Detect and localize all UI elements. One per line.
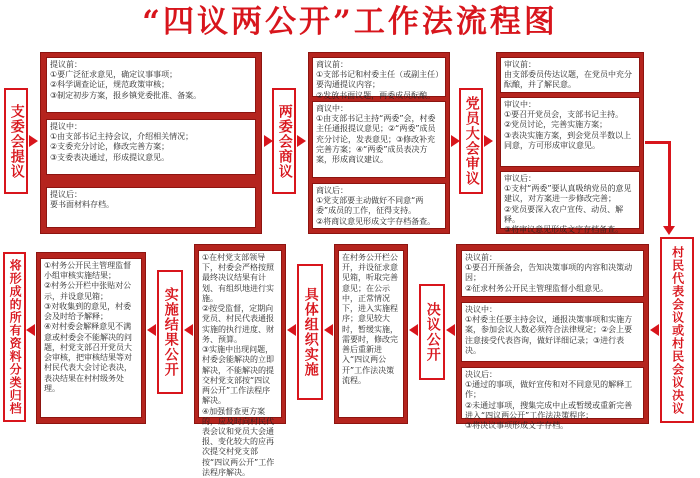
stage-label: 将形成的所有资料分类归档 — [8, 259, 23, 415]
stage-branch-proposal — [4, 88, 28, 194]
arrow-left-icon — [287, 324, 296, 336]
stage-label: 实施结果公开 — [162, 287, 179, 377]
results-public-box: ①村务公开民主管理监督小组审核实施结果； ②村务公开栏中张贴对公示，并设意见箱； ③对收集到的意见，村委会及时给予解释； ④对村委会解释意见不满意或村委会不能解决的问题，村党支部召开党员大会审核，把审核结果等对村民代表大会讨论表决，表决结果在村村级务处理。 — [40, 258, 142, 418]
stage-results-public — [157, 270, 183, 394]
proposal-during-box: 提议中： ①由支部书记主持会议，介绍相关情况； ②支委充分讨论，修改完善方案； ③支委表决通过，形成提议意见。 — [46, 119, 256, 175]
proposal-after-box: 提议后： 要书面材料存档。 — [46, 187, 256, 228]
review-before-box: 审议前： 由支部委员传达议题，在党员中充分酝酿，并了解民意。 — [500, 57, 640, 93]
stage-implementation — [297, 264, 323, 400]
stage-label: 具体组织实施 — [302, 287, 319, 377]
arrow-left-icon — [184, 324, 193, 336]
stage-label: 决议公开 — [424, 302, 441, 362]
stage-villagers-resolution — [660, 237, 694, 423]
resolution-after-box: 决议后： ①通过的事项，做好宣传和对不同意见的解释工作； ②未通过事项，搜集完成中止或暂缓或重新完善进入“四议两公开”工作法决策程序； ③将决议事项形成文字存档。 — [461, 367, 644, 419]
arrow-left-icon — [324, 324, 333, 336]
implementation-box: ①在村党支部领导下，村委会严格按照最终决议结果有计划、有组织地进行实施。 ②按受监督，定期向党员、村民代表通报实施的执行进度、财务、预算。 ③实施中出现问题，村委会能解决的立即解决，不能解决的提交村党支部按“四议两公开”工作法程序解决。 ④加强督查更方案的，应及时向村民代表会议和党员大会通报、变化较大的应再次提交村党支部按“四议两公开”工作法程序解决。 — [198, 250, 282, 418]
arrow-right-icon — [484, 135, 493, 147]
resolution-before-box: 决议前： ①要召开预备会，告知决策事项的内容和决策动因； ②征求村务公开民主管理监督小组意见。 — [461, 250, 644, 297]
stage-archive — [3, 252, 26, 422]
stage-label: 两委会商议 — [276, 103, 293, 179]
arrow-left-icon — [147, 324, 156, 336]
connector-line — [668, 141, 671, 227]
stage-resolution-public — [419, 284, 445, 380]
arrow-down-icon — [663, 226, 675, 235]
arrow-right-icon — [29, 135, 38, 147]
arrow-left-icon — [409, 324, 418, 336]
stage-label: 村民代表会议或村民会议决议 — [670, 245, 685, 415]
stage-party-review — [459, 88, 483, 194]
page-title: “四议两公开”工作法流程图 — [142, 4, 558, 40]
proposal-before-box: 提议前： ①要广泛征求意见，确定议事事项； ②科学调查论证，规范政策审核； ③制定初步方案，报乡镇党委批准、备案。 — [46, 57, 256, 113]
stage-label: 支委会提议 — [8, 103, 25, 179]
arrow-left-icon — [26, 324, 35, 336]
arrow-left-icon — [446, 324, 455, 336]
discussion-before-box: 商议前： ①支部书记和村委主任（或副主任）要沟通提议内容； ②发放书面议题，两委成员酝酿。 — [312, 57, 446, 97]
review-after-box: 审议后： ①支村“两委”要认真吸纳党员的意见建议，对方案进一步修改完善； ②党员要深入农户宣传、动员、解释。 ③将审议意见形成文字存档备查。 — [500, 171, 640, 229]
discussion-during-box: 商议中： ①由支部书记主持“两委”会，村委主任通报提议意见；②“两委”成员充分讨论，发表意见；③修改补充完善方案；④“两委”成员表决方案，形成商议建议。 — [312, 101, 446, 178]
resolution-during-box: 决议中： ①村委主任要主持会议，通报决策事项和实施方案，参加会议人数必须符合法律规定；②会上要注意接受代表咨询，做好详细记录；③进行表决。 — [461, 302, 644, 362]
stage-committees-discussion — [272, 88, 296, 194]
arrow-right-icon — [297, 135, 306, 147]
connector-line — [645, 141, 669, 144]
resolution-public-box: 在村务公开栏公开，并设征求意见箱，听取完善意见；在公示中，正常情况下，进入实施程序；意见较大时，暂缓实施，需要时，修改完善后重新进入“四议两公开”工作法决策流程。 — [338, 250, 404, 418]
review-during-box: 审议中： ①要召开党员会，支部书记主持。 ②党员讨论，完善实施方案； ③表决实施方案，到会党员半数以上同意，方可形成审议意见。 — [500, 97, 640, 167]
arrow-left-icon — [650, 324, 659, 336]
stage-label: 党员大会审议 — [463, 96, 480, 186]
discussion-after-box: 商议后： ①党支部要主动做好不同意“两委”成员的工作，征得支持。 ②将商议意见形成文字存档备查。 — [312, 183, 446, 229]
